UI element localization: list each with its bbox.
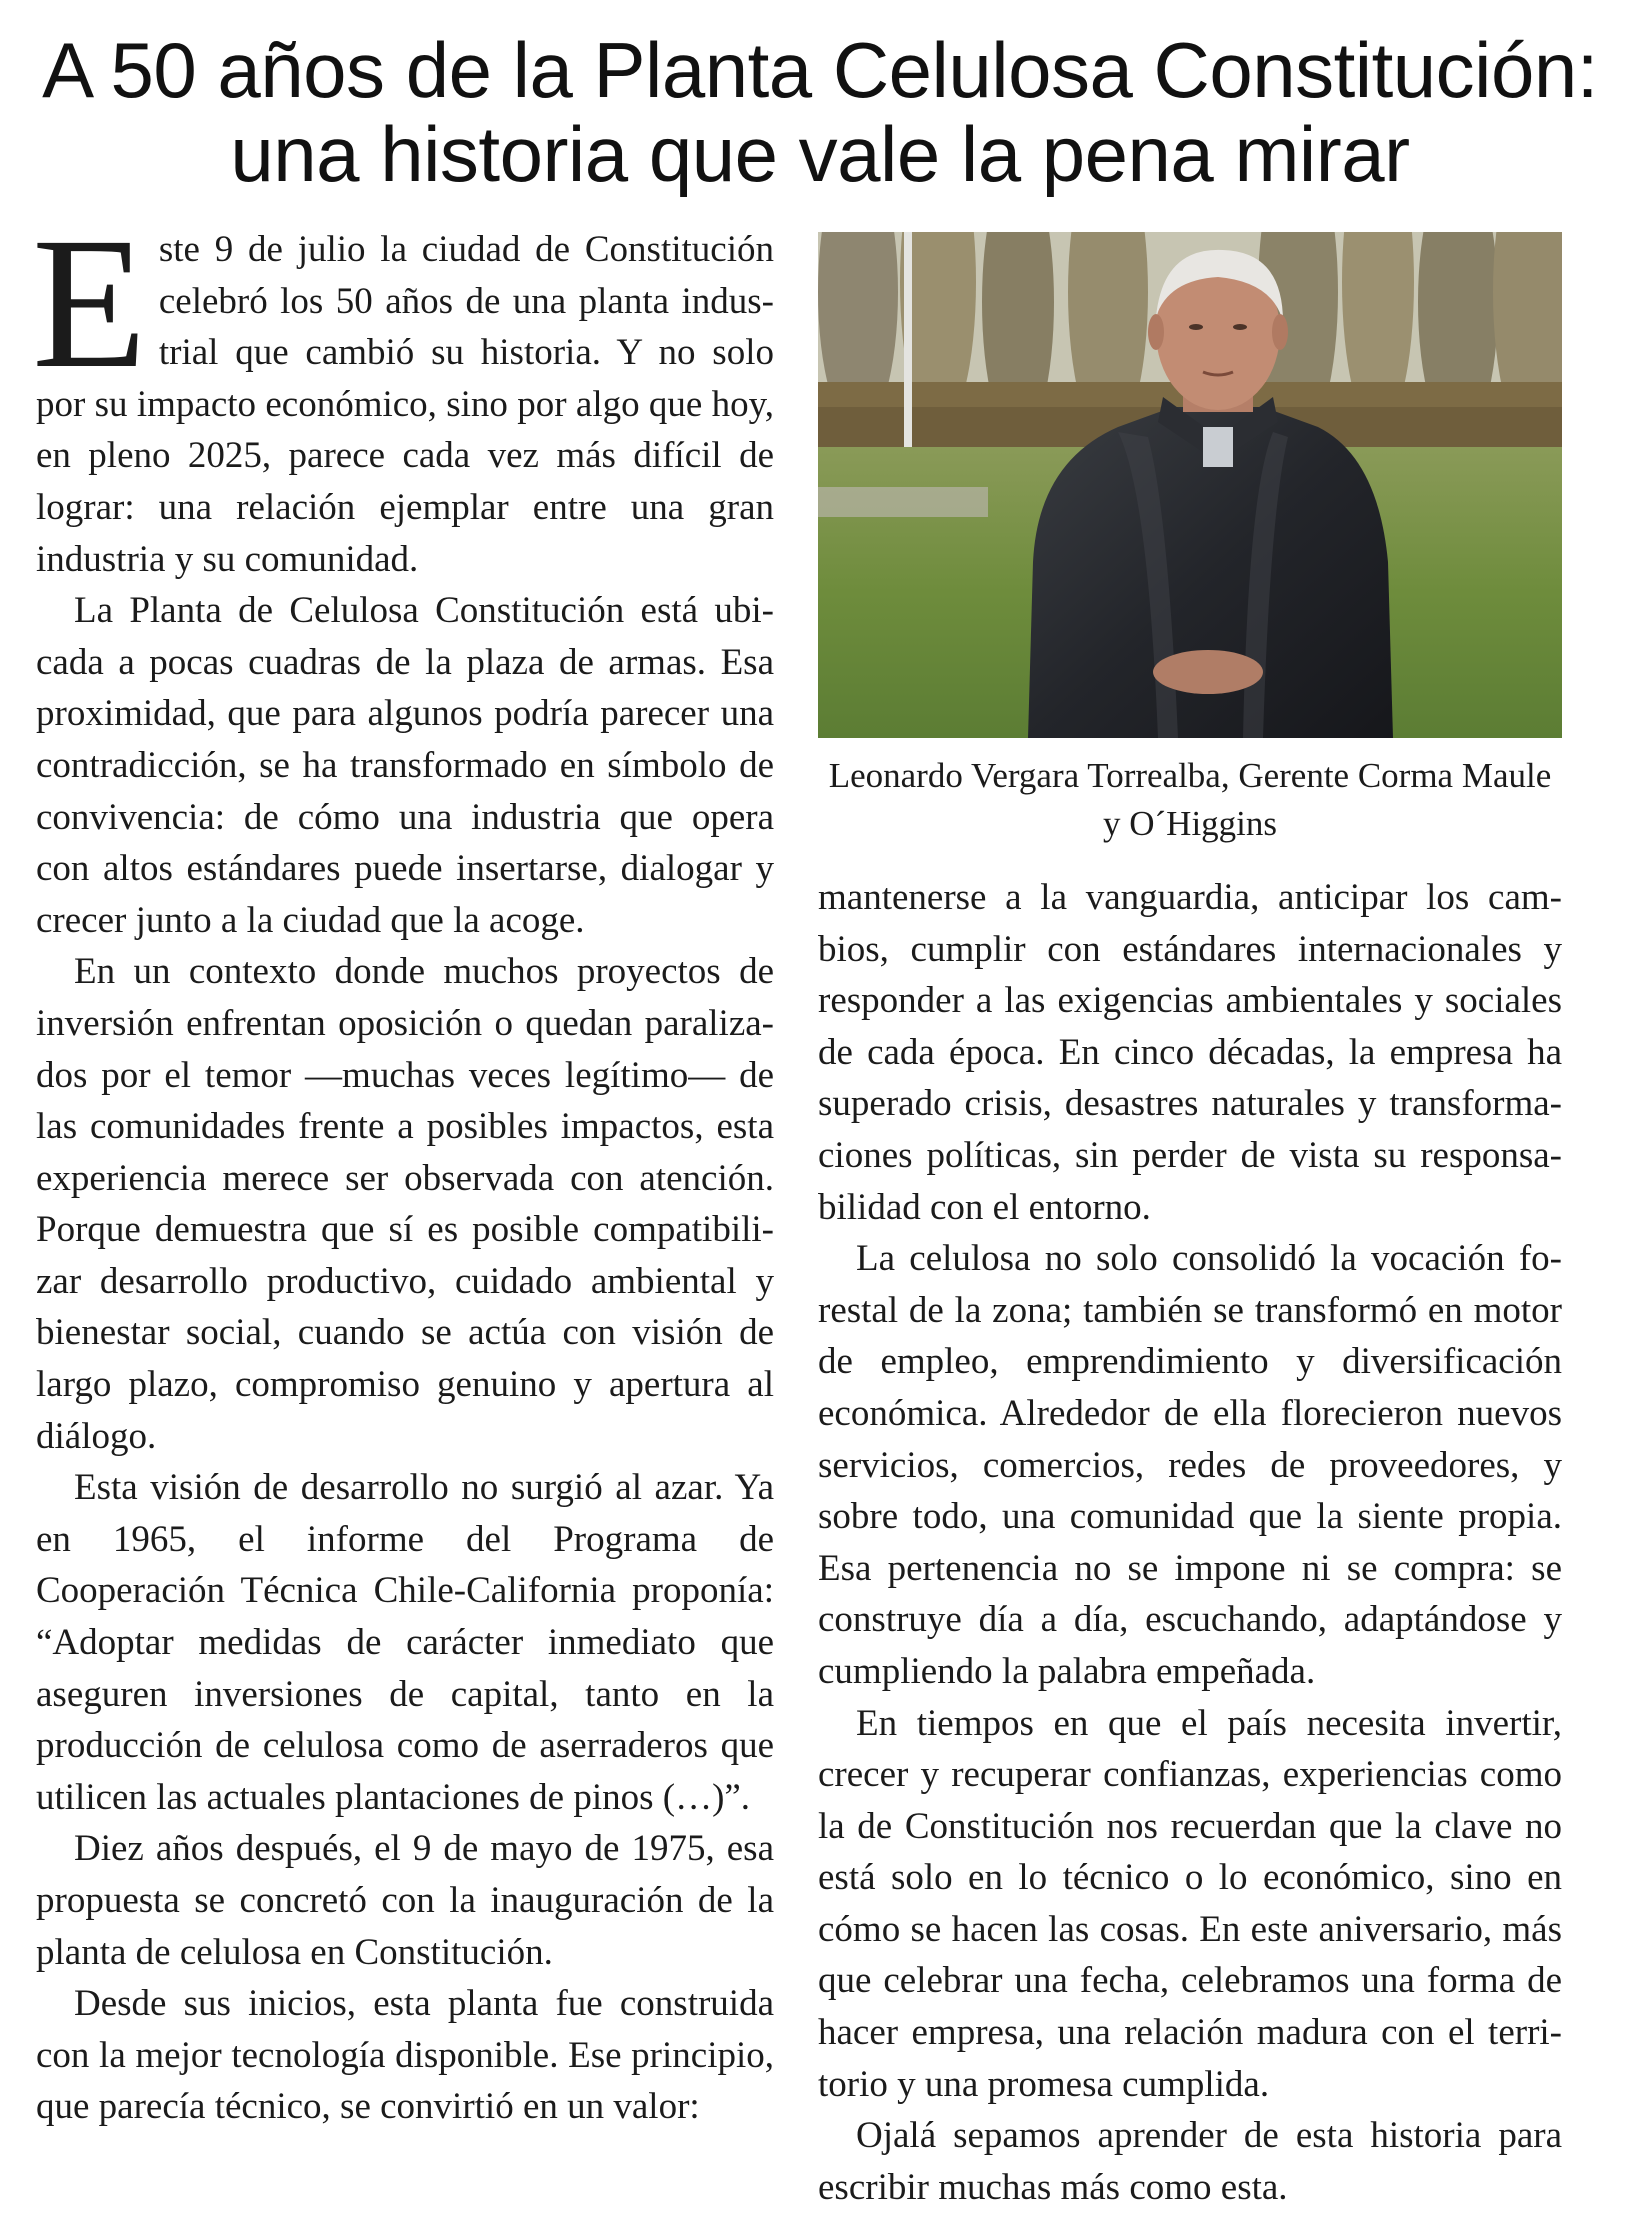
paragraph-9: Ojalá sepamos aprender de esta historia para escribir muchas más como esta.	[818, 2115, 1562, 2208]
paragraph-4: Esta visión de desarrollo no surgió al azar. Ya en 1965, el informe del Programa de Cooperación Técnica Chile-California proponía: “Adoptar medidas de carácter inmediato que aseguren inversiones de capital, tanto en la producción de celulosa como de aserraderos que utilicen las actuales plantaciones de pinos (…)”.	[36, 1467, 774, 1818]
article-column-left	[32, 198, 774, 2133]
paragraph-6-continued: mantenerse a la vanguardia, anticipar los cambios, cumplir con estándares internacionales y responder a las exigencias ambientales y sociales de cada época. En cinco décadas, la empresa ha superado crisis, desastres naturales y transformaciones políticas, sin perder de vista su responsabilidad con el entorno.	[818, 877, 1562, 1228]
article-column-right	[818, 872, 1562, 2213]
paragraph-1	[32, 198, 774, 585]
headline-line-1: A 50 años de la Planta Celulosa Constitución:	[42, 26, 1598, 114]
portrait-photo	[818, 232, 1562, 738]
paragraph-7: La celulosa no solo consolidó la vocación forestal de la zona; también se transformó en motor de empleo, emprendimiento y diversificación económica. Alrededor de ella florecieron nuevos servicios, comercios, redes de proveedores, y sobre todo, una comunidad que la siente propia. Esa pertenencia no se impone ni se compra: se construye día a día, escuchando, adaptándose y cumpliendo la palabra empeñada.	[818, 1238, 1562, 1692]
photo-caption: Leonardo Vergara Torrealba, Gerente Corma Maule y O´Higgins	[828, 756, 1552, 843]
paragraph-1-text: ste 9 de julio la ciudad de Constitución celebró los 50 años de una planta industrial que cambió su historia. Y no solo por su impacto económico, sino por algo que hoy, en pleno 2025, parece cada vez más difícil de lograr: una relación ejemplar entre una gran industria y su comunidad.	[36, 229, 774, 580]
paragraph-2: La Planta de Celulosa Constitución está ubicada a pocas cuadras de la plaza de armas. Esa proximidad, que para algunos podría parecer una contradicción, se ha transformado en símbolo de convivencia: de cómo una industria que opera con altos estándares puede insertarse, dialogar y crecer junto a la ciudad que la acoge.	[36, 590, 774, 941]
paragraph-3: En un contexto donde muchos proyectos de inversión enfrentan oposición o quedan paralizados por el temor —muchas veces legítimo— de las comunidades frente a posibles impactos, esta experiencia merece ser observada con atención. Porque demuestra que sí es posible compatibilizar desarrollo productivo, cuidado ambiental y bienestar social, cuando se actúa con visión de largo plazo, compromiso genuino y apertura al diálogo.	[36, 951, 774, 1457]
headline-line-2: una historia que vale la pena mirar	[230, 110, 1410, 198]
paragraph-6: Desde sus inicios, esta planta fue construida con la mejor tecnología disponible. Ese principio, que parecía técnico, se convirtió en un valor:	[36, 1983, 774, 2128]
paragraph-8: En tiempos en que el país necesita invertir, crecer y recuperar confianzas, experiencias como la de Constitución nos recuerdan que la clave no está solo en lo técnico o lo económico, sino en cómo se hacen las cosas. En este aniversario, más que celebrar una fecha, celebramos una forma de hacer empresa, una relación madura con el territorio y una promesa cumplida.	[818, 1702, 1562, 2105]
drop-cap: E	[32, 198, 147, 407]
paragraph-5: Diez años después, el 9 de mayo de 1975, esa propuesta se concretó con la inauguración de la planta de celulosa en Constitución.	[36, 1828, 774, 1973]
headline	[30, 28, 1610, 196]
